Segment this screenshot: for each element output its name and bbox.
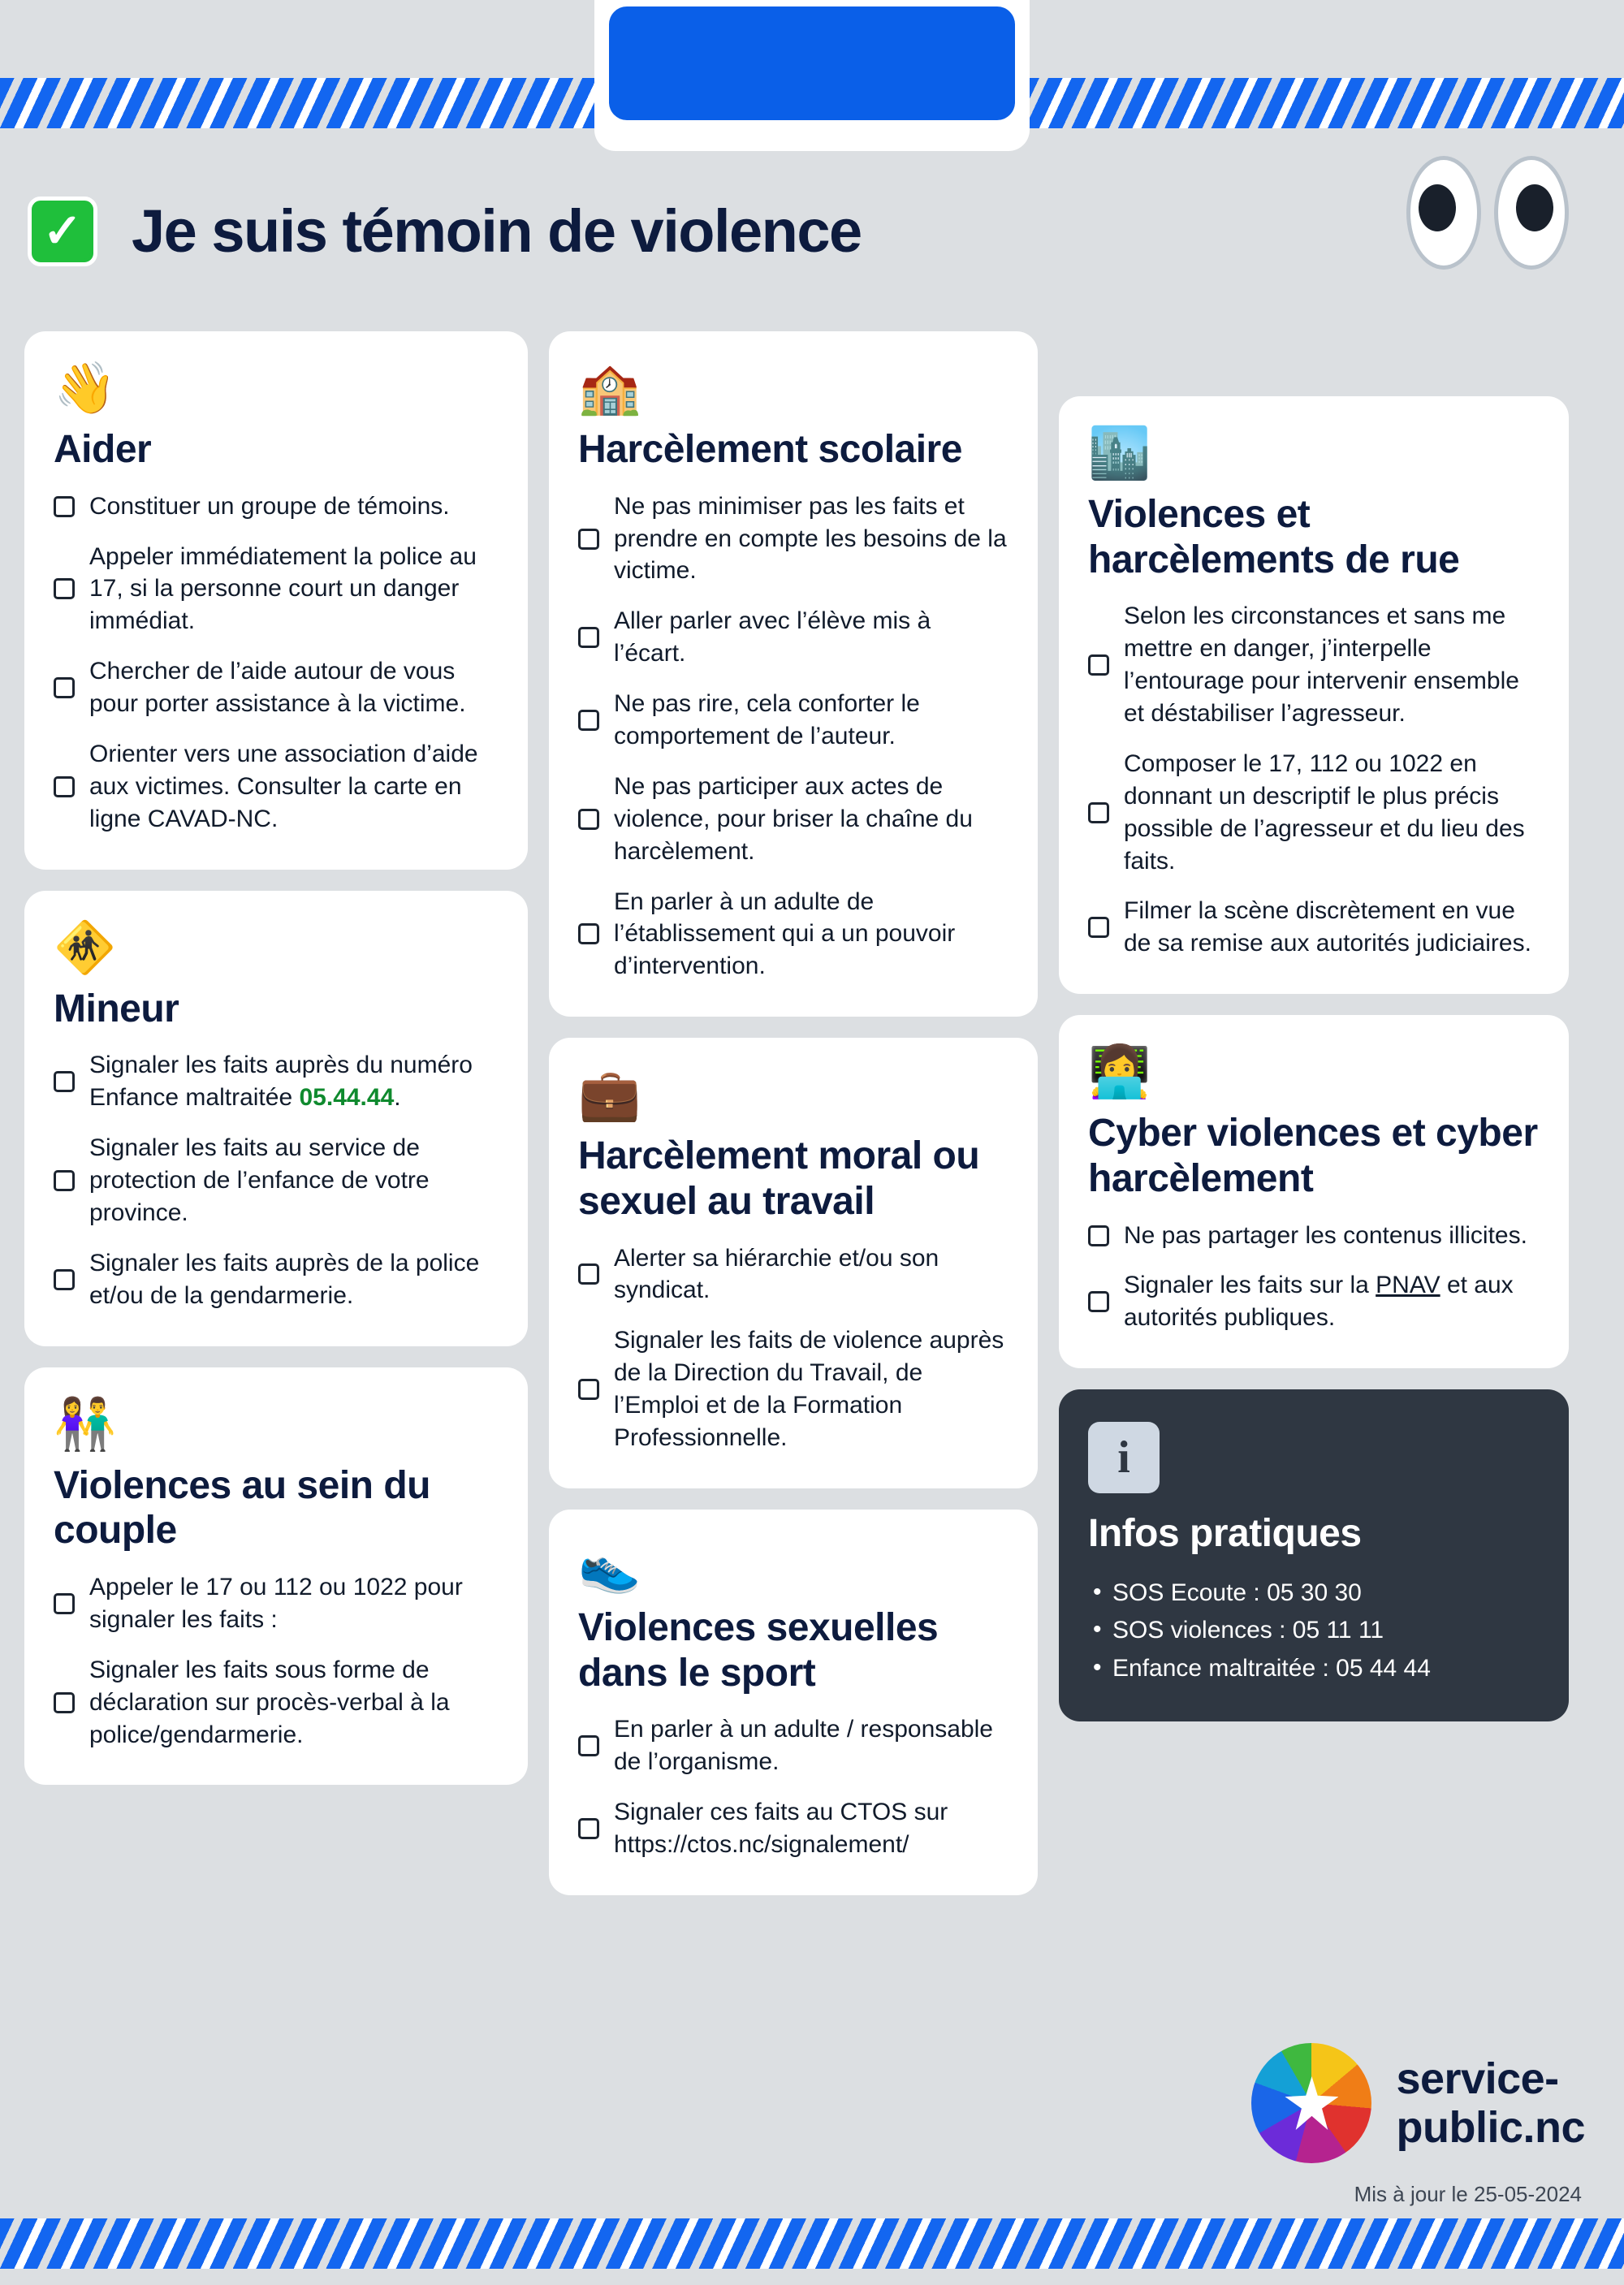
checklist bbox=[1088, 600, 1540, 960]
list-item-label: Signaler les faits de violence auprès de la Direction du Travail, de l’Emploi et de la Formation Professionnelle. bbox=[614, 1327, 1004, 1452]
list-item[interactable] bbox=[578, 771, 1009, 868]
logo-text-line1: service- bbox=[1396, 2054, 1559, 2103]
list-item[interactable] bbox=[578, 688, 1009, 753]
card-infos-pratiques bbox=[1059, 1389, 1569, 1721]
list-item[interactable] bbox=[1088, 1220, 1540, 1252]
list-item-label: Signaler les faits sur la PNAV et aux autorités publiques. bbox=[1124, 1272, 1514, 1332]
checklist bbox=[54, 1049, 499, 1311]
list-item[interactable] bbox=[1088, 748, 1540, 878]
card-violences-couple bbox=[24, 1367, 528, 1786]
list-item[interactable] bbox=[578, 886, 1009, 983]
list-item[interactable] bbox=[1088, 1269, 1540, 1334]
bottom-stripe-band bbox=[0, 2218, 1624, 2269]
checkbox[interactable] bbox=[54, 1071, 75, 1092]
checkbox[interactable] bbox=[578, 809, 599, 830]
info-icon: i bbox=[1088, 1422, 1160, 1493]
city-icon: 🏙️ bbox=[1088, 425, 1151, 482]
list-item[interactable] bbox=[54, 1049, 499, 1114]
list-item-label: Alerter sa hiérarchie et/ou son syndicat. bbox=[614, 1244, 939, 1304]
list-item-label: Ne pas minimiser pas les faits et prendre en compte les besoins de la victime. bbox=[614, 492, 1007, 585]
page-title: Je suis témoin de violence bbox=[132, 197, 862, 266]
checkbox[interactable] bbox=[1088, 654, 1109, 676]
list-item[interactable] bbox=[54, 490, 499, 523]
checkbox[interactable] bbox=[578, 1735, 599, 1756]
list-item-label: En parler à un adulte de l’établissement qui a un pouvoir d’intervention. bbox=[614, 888, 956, 980]
list-item-label: Ne pas participer aux actes de violence, pour briser la chaîne du harcèlement. bbox=[614, 772, 973, 865]
eyes-icon bbox=[1406, 156, 1569, 270]
card-title: Harcèlement moral ou sexuel au travail bbox=[578, 1134, 980, 1223]
column-right bbox=[1059, 396, 1569, 1721]
list-item[interactable] bbox=[578, 1242, 1009, 1307]
checkbox[interactable] bbox=[578, 1263, 599, 1285]
list-item-label: Appeler immédiatement la police au 17, si la personne court un danger immédiat. bbox=[89, 542, 477, 635]
check-icon: ✓ bbox=[28, 197, 97, 266]
checkbox[interactable] bbox=[578, 710, 599, 731]
service-public-logo[interactable] bbox=[1251, 2043, 1585, 2163]
sneaker-icon: 👟 bbox=[578, 1538, 641, 1595]
card-harcelement-travail bbox=[549, 1038, 1038, 1488]
list-item-label: Appeler le 17 ou 112 ou 1022 pour signaler les faits : bbox=[89, 1573, 463, 1633]
card-cyber-violences bbox=[1059, 1015, 1569, 1368]
checkbox[interactable] bbox=[54, 1593, 75, 1614]
list-item-label: En parler à un adulte / responsable de l’organisme. bbox=[614, 1716, 993, 1776]
checkbox[interactable] bbox=[578, 529, 599, 550]
eye-left bbox=[1406, 156, 1481, 270]
checklist bbox=[578, 1242, 1009, 1454]
top-notch-inner bbox=[609, 6, 1015, 120]
checkbox[interactable] bbox=[54, 496, 75, 517]
list-item-label: Ne pas rire, cela conforter le comportement de l’auteur. bbox=[614, 690, 920, 750]
list-item: • Enfance maltraitée : 05 44 44 bbox=[1088, 1650, 1540, 1688]
list-item[interactable] bbox=[1088, 600, 1540, 730]
eye-right bbox=[1494, 156, 1569, 270]
card-title: Violences et harcèlements de rue bbox=[1088, 493, 1460, 581]
card-title: Cyber violences et cyber harcèlement bbox=[1088, 1112, 1538, 1200]
pnav-link[interactable]: PNAV bbox=[1376, 1272, 1440, 1299]
checkbox[interactable] bbox=[54, 1170, 75, 1191]
card-title: Harcèlement scolaire bbox=[578, 428, 962, 471]
list-item-label: Signaler les faits auprès de la police et/ou de la gendarmerie. bbox=[89, 1249, 480, 1309]
checkbox[interactable] bbox=[1088, 802, 1109, 823]
list-item: • SOS violences : 05 11 11 bbox=[1088, 1612, 1540, 1650]
checkbox[interactable] bbox=[1088, 1291, 1109, 1312]
card-mineur bbox=[24, 891, 528, 1346]
logo-mark-icon bbox=[1251, 2043, 1371, 2163]
list-item-label: Filmer la scène discrètement en vue de sa remise aux autorités judiciaires. bbox=[1124, 897, 1531, 957]
list-item[interactable] bbox=[54, 1571, 499, 1636]
column-left bbox=[24, 331, 528, 1785]
list-item[interactable] bbox=[578, 1324, 1009, 1454]
couple-icon: 👫 bbox=[54, 1396, 117, 1453]
person-computer-icon: 👩‍💻 bbox=[1088, 1044, 1151, 1101]
briefcase-icon: 💼 bbox=[578, 1067, 641, 1124]
checklist bbox=[54, 490, 499, 836]
list-item[interactable] bbox=[1088, 895, 1540, 960]
checkbox[interactable] bbox=[578, 1379, 599, 1400]
list-item: • SOS Ecoute : 05 30 30 bbox=[1088, 1574, 1540, 1613]
checkbox[interactable] bbox=[1088, 1225, 1109, 1246]
card-aider bbox=[24, 331, 528, 870]
card-title: Mineur bbox=[54, 987, 179, 1030]
checkbox[interactable] bbox=[54, 1692, 75, 1713]
checkbox[interactable] bbox=[54, 677, 75, 698]
list-item[interactable] bbox=[54, 1654, 499, 1752]
list-item[interactable] bbox=[54, 541, 499, 638]
list-item-label: Signaler les faits auprès du numéro Enfance maltraitée 05.44.44. bbox=[89, 1052, 473, 1112]
list-item-label: Composer le 17, 112 ou 1022 en donnant un descriptif le plus précis possible de l’agresseur et du lieu des faits. bbox=[1124, 749, 1525, 875]
card-harcelement-scolaire bbox=[549, 331, 1038, 1017]
list-item[interactable] bbox=[578, 1713, 1009, 1778]
list-item-label: Orienter vers une association d’aide aux victimes. Consulter la carte en ligne CAVAD-NC. bbox=[89, 741, 478, 832]
card-violences-sport bbox=[549, 1510, 1038, 1895]
checkbox[interactable] bbox=[578, 1818, 599, 1839]
list-item-label: Signaler ces faits au CTOS sur https://ctos.nc/signalement/ bbox=[614, 1799, 948, 1858]
checklist bbox=[578, 1713, 1009, 1861]
list-item-label: Chercher de l’aide autour de vous pour porter assistance à la victime. bbox=[89, 658, 466, 718]
checklist bbox=[578, 490, 1009, 983]
list-item[interactable] bbox=[578, 490, 1009, 588]
card-title: Violences sexuelles dans le sport bbox=[578, 1605, 939, 1695]
cards-grid bbox=[24, 331, 1603, 1895]
card-title: Infos pratiques bbox=[1088, 1512, 1362, 1556]
list-item-label: Constituer un groupe de témoins. bbox=[89, 492, 450, 520]
column-middle bbox=[549, 331, 1038, 1895]
list-item[interactable] bbox=[54, 1247, 499, 1312]
checkbox[interactable] bbox=[54, 578, 75, 599]
card-title: Aider bbox=[54, 428, 152, 471]
list-item[interactable] bbox=[578, 605, 1009, 670]
infos-list bbox=[1088, 1574, 1540, 1688]
updated-date: Mis à jour le 25-05-2024 bbox=[1354, 2182, 1582, 2206]
checklist bbox=[54, 1571, 499, 1751]
checkbox[interactable] bbox=[54, 776, 75, 797]
checkbox[interactable] bbox=[578, 923, 599, 944]
logo-text-line2: public.nc bbox=[1396, 2103, 1585, 2152]
checkbox[interactable] bbox=[54, 1269, 75, 1290]
phone-number: 05.44.44 bbox=[299, 1084, 395, 1112]
list-item[interactable] bbox=[578, 1796, 1009, 1861]
logo-text bbox=[1396, 2054, 1585, 2153]
checklist bbox=[1088, 1220, 1540, 1335]
hand-icon: 👋 bbox=[54, 361, 117, 417]
list-item-label: Signaler les faits au service de protection de l’enfance de votre province. bbox=[89, 1134, 430, 1226]
checkbox[interactable] bbox=[1088, 917, 1109, 938]
list-item-label: Signaler les faits sous forme de déclaration sur procès-verbal à la police/gendarmerie. bbox=[89, 1656, 450, 1748]
list-item-label: Selon les circonstances et sans me mettre en danger, j’interpelle l’entourage pour intervenir ensemble et déstabiliser l’agresseur. bbox=[1124, 603, 1519, 728]
page-header bbox=[0, 162, 1624, 300]
card-violences-rue bbox=[1059, 396, 1569, 994]
card-title: Violences au sein du couple bbox=[54, 1463, 430, 1553]
list-item-label: Ne pas partager les contenus illicites. bbox=[1124, 1221, 1527, 1249]
children-crossing-icon: 🚸 bbox=[54, 919, 117, 976]
list-item-label: Aller parler avec l’élève mis à l’écart. bbox=[614, 607, 931, 667]
list-item[interactable] bbox=[54, 1132, 499, 1229]
list-item[interactable] bbox=[54, 738, 499, 836]
checkbox[interactable] bbox=[578, 627, 599, 648]
list-item[interactable] bbox=[54, 655, 499, 720]
school-icon: 🏫 bbox=[578, 361, 641, 417]
